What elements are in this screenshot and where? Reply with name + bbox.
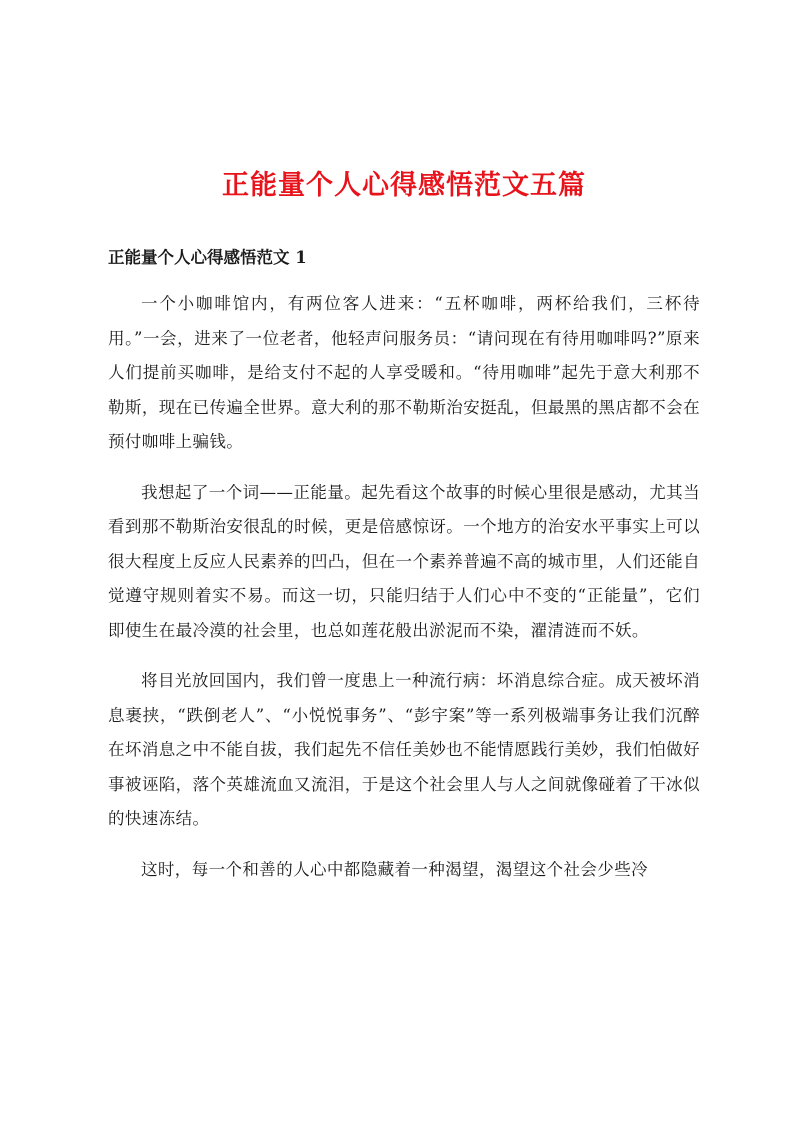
section-heading: 正能量个人心得感悟范文 1 bbox=[108, 248, 307, 267]
paragraph-3: 将目光放回国内，我们曾一度患上一种流行病：坏消息综合症。成天被坏消息裹挟，“跌倒老人”、“小悦悦事务”、“彭宇案”等一系列极端事务让我们沉醉在坏消息之中不能自拔，我们起先不信任美妙也不能情愿践行美妙，我们怕做好事被诬陷，落个英雄流血又流泪，于是这个社会里人与人之间就像碰着了干冰似的快速冻结。 bbox=[108, 671, 700, 828]
paragraph-4: 这时，每一个和善的人心中都隐藏着一种渴望，渴望这个社会少些冷 bbox=[141, 859, 648, 879]
paragraph-2: 我想起了一个词——正能量。起先看这个故事的时候心里很是感动，尤其当看到那不勒斯治安很乱的时候，更是倍感惊讶。一个地方的治安水平事实上可以很大程度上反应人民素养的凹凸，但在一个素养普遍不高的城市里，人们还能自觉遵守规则着实不易。而这一切，只能归结于人们心中不变的“正能量”，它们即使生在最冷漠的社会里，也总如莲花般出淤泥而不染，濯清涟而不妖。 bbox=[108, 482, 700, 640]
document-body bbox=[108, 287, 700, 903]
paragraph-1: 一个小咖啡馆内，有两位客人进来：“五杯咖啡，两杯给我们，三杯待用。”一会，进来了一位老者，他轻声问服务员：“请问现在有待用咖啡吗?”原来人们提前买咖啡，是给支付不起的人享受暖和。“待用咖啡”起先于意大利那不勒斯，现在已传遍全世界。意大利的那不勒斯治安挺乱，但最黑的黑店都不会在预付咖啡上骗钱。 bbox=[108, 294, 700, 451]
document-title: 正能量个人心得感悟范文五篇 bbox=[222, 170, 586, 201]
